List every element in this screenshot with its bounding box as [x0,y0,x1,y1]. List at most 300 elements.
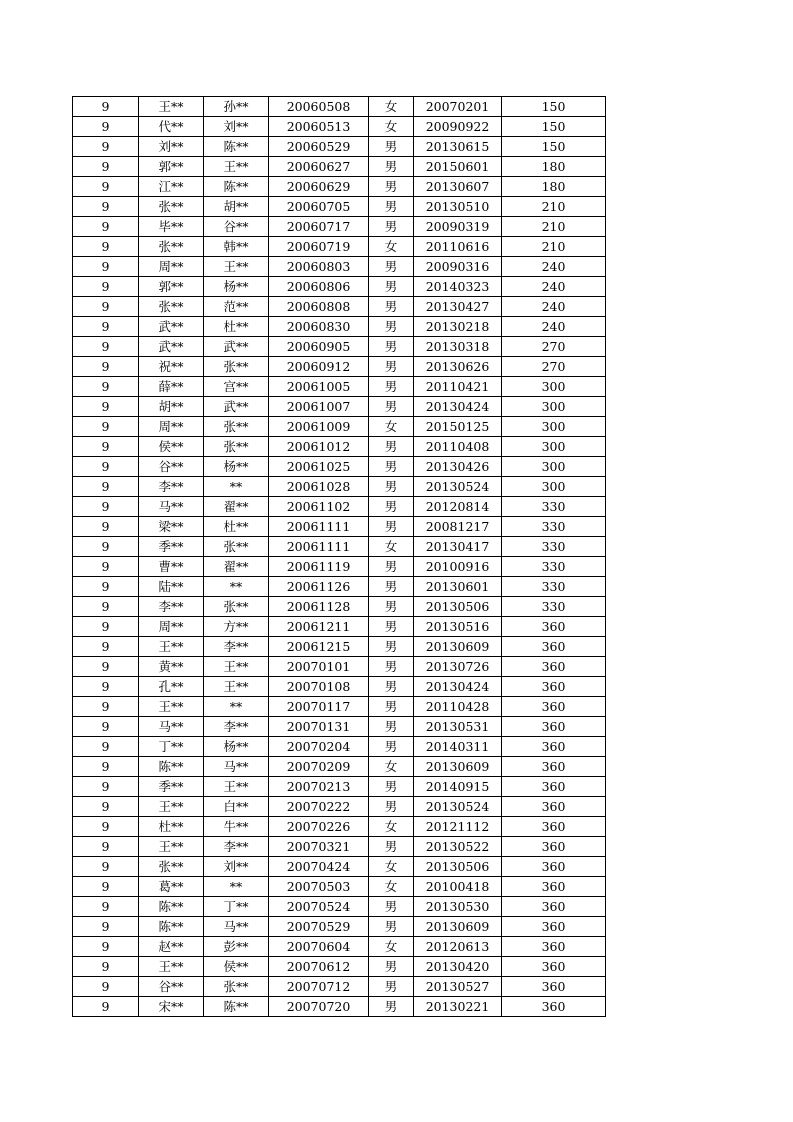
grade-cell: 9 [73,677,139,697]
name-a-cell: 杜** [139,817,204,837]
date-a-cell: 20060513 [269,117,369,137]
table-row [73,657,606,677]
gender-cell: 男 [369,357,414,377]
name-a-cell: 张** [139,297,204,317]
amount-cell: 240 [502,277,606,297]
table-row [73,117,606,137]
name-b-cell: ** [204,877,269,897]
date-a-cell: 20061007 [269,397,369,417]
amount-cell: 330 [502,497,606,517]
table-row [73,577,606,597]
date-b-cell: 20130221 [414,997,502,1017]
date-b-cell: 20150601 [414,157,502,177]
date-a-cell: 20060705 [269,197,369,217]
date-b-cell: 20150125 [414,417,502,437]
table-row [73,137,606,157]
amount-cell: 240 [502,297,606,317]
table-row [73,237,606,257]
date-b-cell: 20120814 [414,497,502,517]
name-b-cell: ** [204,577,269,597]
date-a-cell: 20061102 [269,497,369,517]
table-row [73,377,606,397]
gender-cell: 男 [369,317,414,337]
date-a-cell: 20060905 [269,337,369,357]
date-b-cell: 20130609 [414,637,502,657]
amount-cell: 240 [502,257,606,277]
date-b-cell: 20130318 [414,337,502,357]
gender-cell: 男 [369,637,414,657]
date-a-cell: 20070529 [269,917,369,937]
grade-cell: 9 [73,937,139,957]
name-a-cell: 王** [139,697,204,717]
date-a-cell: 20060529 [269,137,369,157]
amount-cell: 360 [502,997,606,1017]
date-a-cell: 20070204 [269,737,369,757]
table-row [73,477,606,497]
date-b-cell: 20120613 [414,937,502,957]
name-b-cell: 陈** [204,997,269,1017]
amount-cell: 360 [502,957,606,977]
date-b-cell: 20130626 [414,357,502,377]
grade-cell: 9 [73,737,139,757]
name-b-cell: 杨** [204,737,269,757]
date-b-cell: 20130527 [414,977,502,997]
name-a-cell: 祝** [139,357,204,377]
name-a-cell: 陈** [139,917,204,937]
date-a-cell: 20070524 [269,897,369,917]
name-a-cell: 陆** [139,577,204,597]
name-a-cell: 季** [139,777,204,797]
name-a-cell: 曹** [139,557,204,577]
name-b-cell: 张** [204,437,269,457]
amount-cell: 360 [502,917,606,937]
amount-cell: 330 [502,537,606,557]
grade-cell: 9 [73,217,139,237]
name-a-cell: 陈** [139,757,204,777]
date-a-cell: 20061215 [269,637,369,657]
table-row [73,877,606,897]
date-a-cell: 20061028 [269,477,369,497]
date-a-cell: 20060803 [269,257,369,277]
grade-cell: 9 [73,797,139,817]
grade-cell: 9 [73,917,139,937]
date-a-cell: 20070712 [269,977,369,997]
table-row [73,397,606,417]
date-a-cell: 20070226 [269,817,369,837]
table-row [73,437,606,457]
table-row [73,897,606,917]
grade-cell: 9 [73,617,139,637]
gender-cell: 女 [369,237,414,257]
amount-cell: 150 [502,97,606,117]
name-b-cell: 武** [204,397,269,417]
table-row [73,537,606,557]
table-row [73,997,606,1017]
date-b-cell: 20130510 [414,197,502,217]
date-b-cell: 20100418 [414,877,502,897]
amount-cell: 240 [502,317,606,337]
amount-cell: 210 [502,237,606,257]
gender-cell: 男 [369,697,414,717]
gender-cell: 男 [369,837,414,857]
gender-cell: 女 [369,97,414,117]
amount-cell: 360 [502,757,606,777]
grade-cell: 9 [73,417,139,437]
gender-cell: 男 [369,657,414,677]
name-b-cell: 陈** [204,177,269,197]
name-b-cell: 刘** [204,857,269,877]
amount-cell: 360 [502,717,606,737]
name-a-cell: 武** [139,337,204,357]
date-a-cell: 20061009 [269,417,369,437]
date-b-cell: 20130524 [414,477,502,497]
name-b-cell: 彭** [204,937,269,957]
date-a-cell: 20070503 [269,877,369,897]
amount-cell: 360 [502,777,606,797]
name-a-cell: 陈** [139,897,204,917]
grade-cell: 9 [73,537,139,557]
name-b-cell: 翟** [204,497,269,517]
date-b-cell: 20090922 [414,117,502,137]
name-a-cell: 周** [139,417,204,437]
table-row [73,737,606,757]
grade-cell: 9 [73,397,139,417]
date-b-cell: 20130506 [414,857,502,877]
gender-cell: 男 [369,777,414,797]
name-b-cell: 韩** [204,237,269,257]
table-row [73,917,606,937]
grade-cell: 9 [73,237,139,257]
date-b-cell: 20130524 [414,797,502,817]
name-b-cell: 杜** [204,517,269,537]
name-a-cell: 王** [139,957,204,977]
date-a-cell: 20061025 [269,457,369,477]
name-a-cell: 周** [139,257,204,277]
table-row [73,597,606,617]
grade-cell: 9 [73,297,139,317]
gender-cell: 女 [369,537,414,557]
table-row [73,217,606,237]
name-b-cell: 谷** [204,217,269,237]
amount-cell: 300 [502,457,606,477]
name-b-cell: 王** [204,157,269,177]
name-a-cell: 黄** [139,657,204,677]
amount-cell: 150 [502,137,606,157]
grade-cell: 9 [73,157,139,177]
amount-cell: 300 [502,377,606,397]
date-a-cell: 20070604 [269,937,369,957]
amount-cell: 360 [502,617,606,637]
table-row [73,97,606,117]
table-row [73,817,606,837]
amount-cell: 210 [502,217,606,237]
name-a-cell: 宋** [139,997,204,1017]
name-b-cell: 杨** [204,457,269,477]
grade-cell: 9 [73,477,139,497]
name-b-cell: 侯** [204,957,269,977]
gender-cell: 男 [369,957,414,977]
gender-cell: 男 [369,997,414,1017]
date-a-cell: 20061128 [269,597,369,617]
date-a-cell: 20061005 [269,377,369,397]
table-row [73,177,606,197]
amount-cell: 330 [502,577,606,597]
date-a-cell: 20070213 [269,777,369,797]
date-a-cell: 20061012 [269,437,369,457]
date-a-cell: 20070131 [269,717,369,737]
date-b-cell: 20140311 [414,737,502,757]
amount-cell: 360 [502,857,606,877]
date-a-cell: 20061211 [269,617,369,637]
date-a-cell: 20070222 [269,797,369,817]
date-a-cell: 20070720 [269,997,369,1017]
gender-cell: 女 [369,857,414,877]
table-row [73,157,606,177]
grade-cell: 9 [73,357,139,377]
grade-cell: 9 [73,877,139,897]
date-b-cell: 20130726 [414,657,502,677]
name-b-cell: 张** [204,357,269,377]
name-a-cell: 王** [139,837,204,857]
date-b-cell: 20100916 [414,557,502,577]
name-b-cell: 李** [204,837,269,857]
name-b-cell: 方** [204,617,269,637]
gender-cell: 男 [369,397,414,417]
table-row [73,957,606,977]
name-b-cell: 李** [204,717,269,737]
grade-cell: 9 [73,197,139,217]
amount-cell: 270 [502,337,606,357]
amount-cell: 360 [502,657,606,677]
date-a-cell: 20060830 [269,317,369,337]
name-a-cell: 代** [139,117,204,137]
name-b-cell: 张** [204,597,269,617]
amount-cell: 300 [502,397,606,417]
name-b-cell: 李** [204,637,269,657]
amount-cell: 330 [502,517,606,537]
grade-cell: 9 [73,257,139,277]
grade-cell: 9 [73,97,139,117]
date-b-cell: 20130609 [414,917,502,937]
amount-cell: 360 [502,737,606,757]
name-b-cell: 翟** [204,557,269,577]
gender-cell: 男 [369,977,414,997]
date-b-cell: 20121112 [414,817,502,837]
table-row [73,497,606,517]
grade-cell: 9 [73,717,139,737]
date-b-cell: 20130516 [414,617,502,637]
name-b-cell: ** [204,697,269,717]
table-row [73,197,606,217]
grade-cell: 9 [73,657,139,677]
name-b-cell: 丁** [204,897,269,917]
amount-cell: 270 [502,357,606,377]
gender-cell: 男 [369,577,414,597]
name-a-cell: 王** [139,797,204,817]
date-a-cell: 20060719 [269,237,369,257]
name-a-cell: 马** [139,497,204,517]
gender-cell: 男 [369,717,414,737]
grade-cell: 9 [73,337,139,357]
grade-cell: 9 [73,457,139,477]
name-a-cell: 李** [139,597,204,617]
grade-cell: 9 [73,757,139,777]
name-b-cell: 白** [204,797,269,817]
amount-cell: 300 [502,477,606,497]
name-a-cell: 侯** [139,437,204,457]
grade-cell: 9 [73,557,139,577]
name-a-cell: 季** [139,537,204,557]
grade-cell: 9 [73,957,139,977]
grade-cell: 9 [73,577,139,597]
table-row [73,297,606,317]
name-a-cell: 赵** [139,937,204,957]
date-b-cell: 20130601 [414,577,502,597]
table-row [73,617,606,637]
gender-cell: 女 [369,817,414,837]
name-a-cell: 谷** [139,457,204,477]
table-row [73,757,606,777]
gender-cell: 男 [369,257,414,277]
grade-cell: 9 [73,497,139,517]
table-row [73,517,606,537]
date-b-cell: 20130218 [414,317,502,337]
name-b-cell: 杨** [204,277,269,297]
grade-cell: 9 [73,997,139,1017]
date-b-cell: 20130530 [414,897,502,917]
grade-cell: 9 [73,277,139,297]
grade-cell: 9 [73,137,139,157]
date-b-cell: 20130615 [414,137,502,157]
table-row [73,977,606,997]
name-b-cell: 范** [204,297,269,317]
grade-cell: 9 [73,117,139,137]
gender-cell: 男 [369,277,414,297]
amount-cell: 330 [502,597,606,617]
name-a-cell: 张** [139,237,204,257]
gender-cell: 男 [369,597,414,617]
name-a-cell: 孔** [139,677,204,697]
date-a-cell: 20061111 [269,517,369,537]
gender-cell: 女 [369,417,414,437]
gender-cell: 男 [369,557,414,577]
name-a-cell: 周** [139,617,204,637]
amount-cell: 360 [502,937,606,957]
name-b-cell: 王** [204,777,269,797]
gender-cell: 男 [369,477,414,497]
name-b-cell: 牛** [204,817,269,837]
amount-cell: 300 [502,437,606,457]
date-a-cell: 20060627 [269,157,369,177]
gender-cell: 男 [369,797,414,817]
name-b-cell: 刘** [204,117,269,137]
gender-cell: 女 [369,757,414,777]
grade-cell: 9 [73,517,139,537]
date-a-cell: 20070117 [269,697,369,717]
date-a-cell: 20070209 [269,757,369,777]
date-b-cell: 20130531 [414,717,502,737]
grade-cell: 9 [73,637,139,657]
name-b-cell: 杜** [204,317,269,337]
gender-cell: 女 [369,877,414,897]
date-a-cell: 20060717 [269,217,369,237]
gender-cell: 男 [369,297,414,317]
gender-cell: 男 [369,437,414,457]
date-a-cell: 20060508 [269,97,369,117]
date-b-cell: 20110421 [414,377,502,397]
date-b-cell: 20081217 [414,517,502,537]
name-a-cell: 江** [139,177,204,197]
name-b-cell: 张** [204,417,269,437]
date-b-cell: 20130424 [414,677,502,697]
amount-cell: 360 [502,837,606,857]
table-row [73,277,606,297]
gender-cell: 男 [369,677,414,697]
date-a-cell: 20061111 [269,537,369,557]
name-b-cell: 张** [204,977,269,997]
amount-cell: 150 [502,117,606,137]
table-row [73,937,606,957]
name-a-cell: 张** [139,197,204,217]
gender-cell: 男 [369,457,414,477]
table-row [73,357,606,377]
table-row [73,777,606,797]
date-b-cell: 20140323 [414,277,502,297]
grade-cell: 9 [73,857,139,877]
amount-cell: 180 [502,177,606,197]
gender-cell: 男 [369,377,414,397]
name-a-cell: 丁** [139,737,204,757]
date-a-cell: 20060808 [269,297,369,317]
date-a-cell: 20070424 [269,857,369,877]
date-b-cell: 20090319 [414,217,502,237]
date-b-cell: 20130427 [414,297,502,317]
name-b-cell: 陈** [204,137,269,157]
name-a-cell: 谷** [139,977,204,997]
name-a-cell: 李** [139,477,204,497]
gender-cell: 男 [369,897,414,917]
name-a-cell: 薛** [139,377,204,397]
gender-cell: 男 [369,617,414,637]
grade-cell: 9 [73,437,139,457]
grade-cell: 9 [73,177,139,197]
table-row [73,417,606,437]
table-row [73,797,606,817]
table-body [73,97,606,1017]
date-a-cell: 20060629 [269,177,369,197]
table-row [73,697,606,717]
name-b-cell: 马** [204,917,269,937]
name-a-cell: 马** [139,717,204,737]
gender-cell: 男 [369,517,414,537]
date-b-cell: 20110428 [414,697,502,717]
amount-cell: 180 [502,157,606,177]
grade-cell: 9 [73,897,139,917]
amount-cell: 360 [502,697,606,717]
name-b-cell: 武** [204,337,269,357]
name-a-cell: 刘** [139,137,204,157]
name-b-cell: 马** [204,757,269,777]
name-a-cell: 梁** [139,517,204,537]
name-b-cell: 王** [204,677,269,697]
table-row [73,837,606,857]
name-a-cell: 郭** [139,157,204,177]
name-b-cell: 宫** [204,377,269,397]
data-table [72,96,606,1017]
date-a-cell: 20060912 [269,357,369,377]
table-row [73,717,606,737]
date-b-cell: 20130420 [414,957,502,977]
